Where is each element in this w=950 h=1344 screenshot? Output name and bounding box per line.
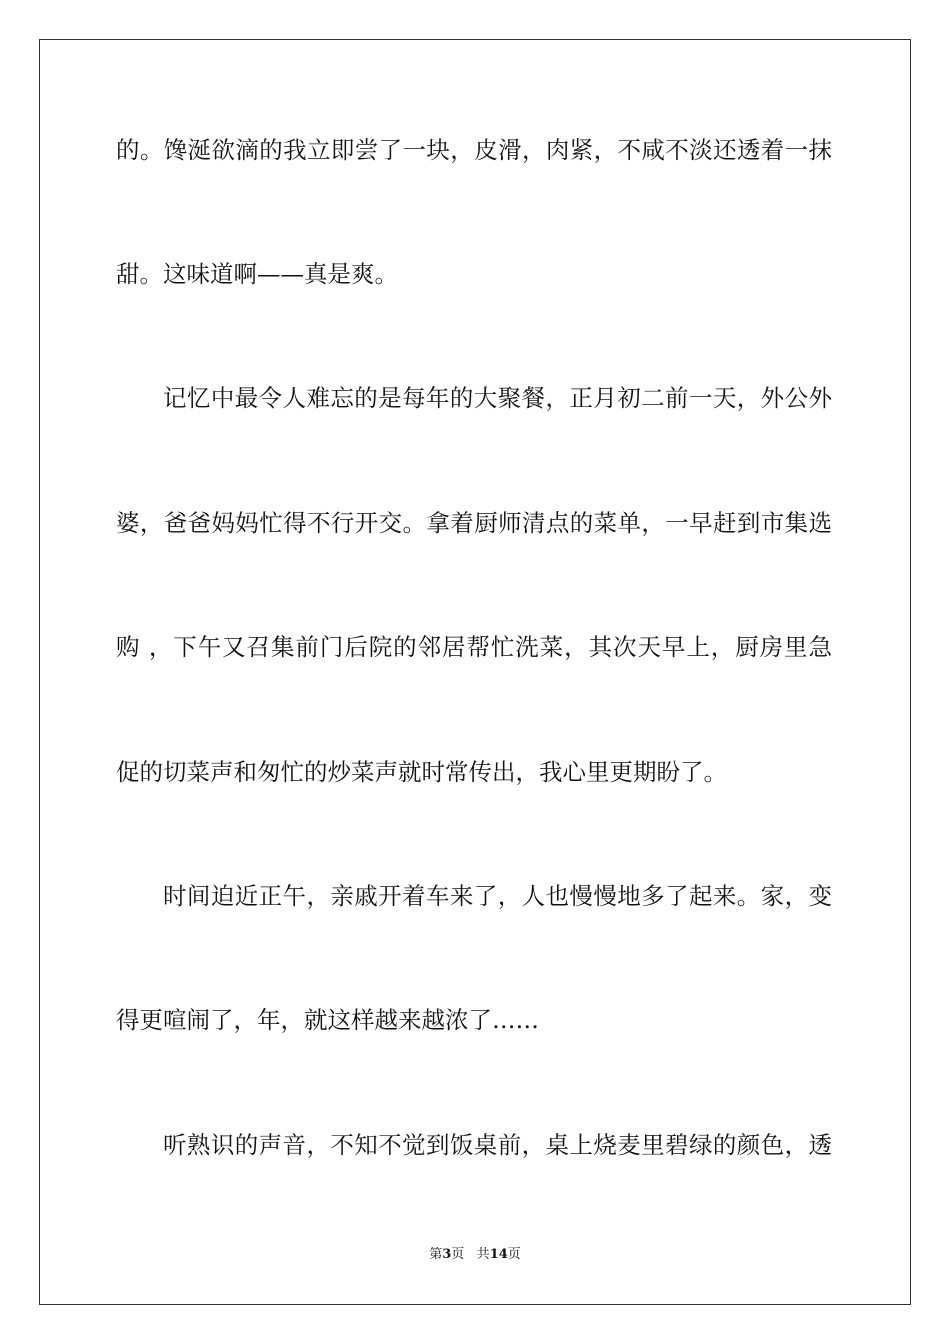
page-label-suffix: 页 <box>451 1247 465 1262</box>
total-label-suffix: 页 <box>507 1247 521 1262</box>
total-pages: 14 <box>489 1247 508 1262</box>
body-line-7: 时间迫近正午，亲戚开着车来了，人也慢慢地多了起来。家，变 <box>163 882 832 910</box>
body-line-9: 听熟识的声音，不知不觉到饭桌前，桌上烧麦里碧绿的颜色，透 <box>163 1131 832 1159</box>
body-line-8: 得更喧闹了，年，就这样越来越浓了…… <box>116 1006 539 1034</box>
page-label-prefix: 第 <box>429 1247 443 1262</box>
body-line-6: 促的切菜声和匆忙的炒菜声就时常传出，我心里更期盼了。 <box>116 758 727 786</box>
body-line-1: 的。馋涎欲滴的我立即尝了一块，皮滑，肉紧，不咸不淡还透着一抹 <box>116 136 832 164</box>
total-label-prefix: 共 <box>476 1247 490 1262</box>
body-line-4: 婆，爸爸妈妈忙得不行开交。拿着厨师清点的菜单，一早赶到市集选 <box>116 509 832 537</box>
page-frame <box>39 39 911 1305</box>
page-footer <box>0 1246 950 1264</box>
body-line-5: 购 ，下午又召集前门后院的邻居帮忙洗菜，其次天早上，厨房里急 <box>116 633 832 661</box>
body-line-3: 记忆中最令人难忘的是每年的大聚餐，正月初二前一天，外公外 <box>163 384 832 412</box>
page-number: 3 <box>442 1247 452 1262</box>
body-line-2: 甜。这味道啊——真是爽。 <box>116 260 398 288</box>
